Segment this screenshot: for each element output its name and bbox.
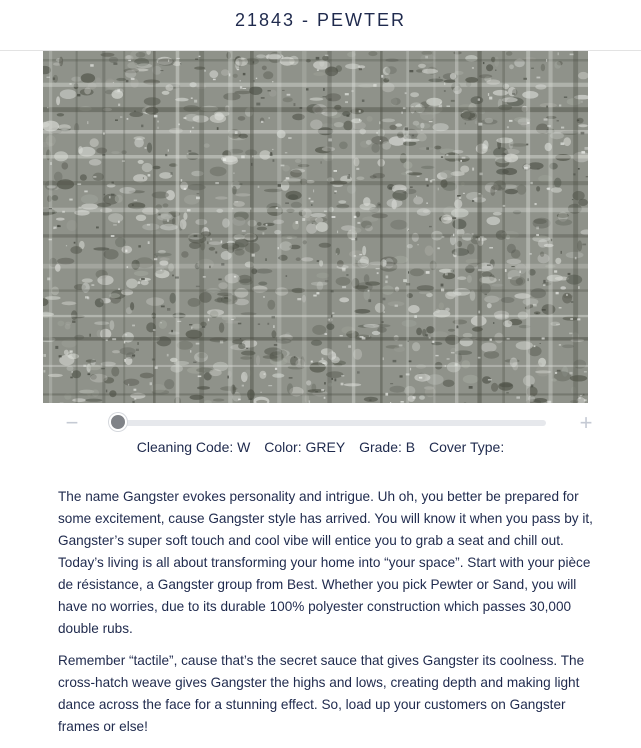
page-header [0, 0, 641, 51]
cleaning-code: Cleaning Code: W [137, 439, 251, 455]
zoom-out-icon[interactable]: − [60, 408, 84, 438]
page-title: 21843 - PEWTER [235, 10, 406, 31]
cover-type-spec: Cover Type: [429, 439, 504, 455]
zoom-control [0, 408, 641, 438]
fabric-specs [0, 439, 641, 455]
color-spec: Color: GREY [264, 439, 345, 455]
zoom-slider-track[interactable] [118, 420, 546, 426]
fabric-texture [43, 51, 588, 403]
fabric-swatch-image[interactable] [43, 51, 588, 403]
description-paragraph: The name Gangster evokes personality and intrigue. Uh oh, you better be prepared for some excitement, cause Gangster style has arrived. You will know it when you pass by it, Gangster’s super soft touch and cool vibe will entice you to grab a seat and chill out. Today’s living is all about transforming your home into “your space”. Start with your pièce de résistance, a Gangster group from Best. Whether you pick Pewter or Sand, you will have no worries, due to its durable 100% polyester construction which passes 30,000 double rubs. [58, 486, 603, 640]
zoom-slider-handle[interactable] [109, 413, 127, 431]
grade-spec: Grade: B [359, 439, 415, 455]
product-description [58, 486, 603, 748]
description-paragraph: Remember “tactile”, cause that’s the secret sauce that gives Gangster its coolness. The cross-hatch weave gives Gangster the highs and lows, creating depth and making light dance across the face for a stunning effect. So, load up your customers on Gangster frames or else! [58, 650, 603, 738]
zoom-in-icon[interactable]: + [574, 408, 598, 438]
